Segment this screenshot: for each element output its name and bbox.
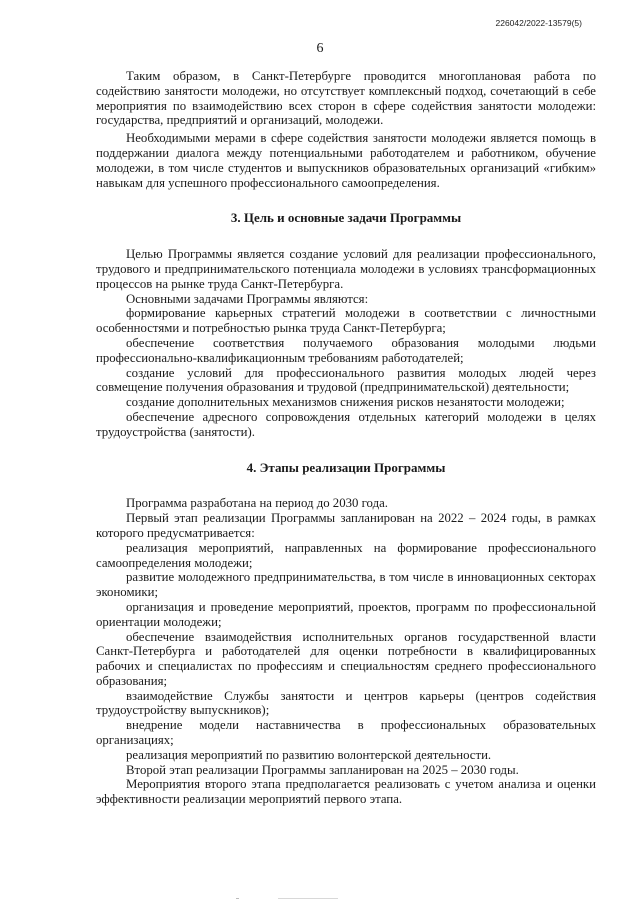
list-item: взаимодействие Службы занятости и центров карьеры (центров содействия трудоустройству выпускников); [96, 688, 596, 718]
document-body [96, 69, 596, 807]
scan-artifact [278, 898, 338, 899]
paragraph: Таким образом, в Санкт-Петербурге проводится многоплановая работа по содействию занятости молодежи, но отсутствует комплексный подход, сочетающий в себе мероприятия по взаимодействию всех сторон в сфере содействия занятости молодежи: государства, предприятий и организаций, молодежи. [96, 69, 596, 128]
list-item: организация и проведение мероприятий, проектов, программ по профессиональной ориентации молодежи; [96, 599, 596, 629]
list-item: создание условий для профессионального развития молодых людей через совмещение получения образования и трудовой (предпринимательской) деятельности; [96, 365, 596, 395]
list-item: создание дополнительных механизмов снижения рисков незанятости молодежи; [126, 395, 565, 410]
section-heading-3: 3. Цель и основные задачи Программы [230, 210, 462, 226]
paragraph: Мероприятия второго этапа предполагается реализовать с учетом анализа и оценки эффективности реализации мероприятий первого этапа. [96, 777, 596, 807]
list-item: реализация мероприятий, направленных на формирование профессионального самоопределения молодежи; [96, 540, 596, 570]
paragraph: Целью Программы является создание условий для реализации профессионального, трудового и предпринимательского потенциала молодежи в условиях трансформационных процессов на рынке труда Санкт-Петербурга. [96, 247, 596, 291]
paragraph: Основными задачами Программы являются: [126, 291, 369, 306]
scan-artifact [236, 898, 239, 899]
paragraph: Первый этап реализации Программы запланирован на 2022 – 2024 годы, в рамках которого предусматривается: [96, 511, 596, 540]
list-item: реализация мероприятий по развитию волонтерской деятельности. [126, 747, 492, 762]
list-item: развитие молодежного предпринимательства, в том числе в инновационных секторах экономики; [96, 570, 596, 600]
list-item: обеспечение взаимодействия исполнительных органов государственной власти Санкт-Петербурга и работодателей для оценки потребности в квалифицированных рабочих и специалистах по профессиям и специальностям среднего профессионального образования; [96, 629, 596, 688]
paragraph: Второй этап реализации Программы запланирован на 2025 – 2030 годы. [126, 762, 519, 777]
paragraph: Программа разработана на период до 2030 года. [126, 496, 388, 511]
list-item: внедрение модели наставничества в профессиональных образовательных организациях; [96, 718, 596, 748]
list-item: обеспечение соответствия получаемого образования молодыми людьми профессионально-квалификационным требованиям работодателей; [96, 335, 596, 365]
section-heading-4: 4. Этапы реализации Программы [246, 459, 446, 475]
page-number: 6 [316, 41, 324, 56]
paragraph: Необходимыми мерами в сфере содействия занятости молодежи является помощь в поддержании диалога между потенциальными работодателем и работником, обучение молодежи, в том числе студентов и выпускников образовательных организаций «гибким» навыкам для успешного профессионального самоопределения. [96, 131, 596, 190]
list-item: обеспечение адресного сопровождения отдельных категорий молодежи в целях трудоустройства (занятости). [96, 409, 596, 439]
list-item: формирование карьерных стратегий молодежи в соответствии с личностными особенностями и потребностью рынка труда Санкт-Петербурга; [96, 306, 596, 336]
document-id: 226042/2022-13579(5) [495, 18, 582, 28]
